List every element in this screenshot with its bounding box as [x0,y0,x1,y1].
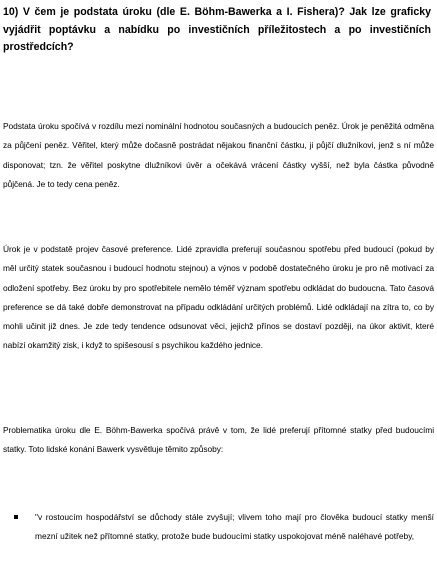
paragraph-time-preference: Úrok je v podstatě projev časové preference. Lidé zpravidla preferují současnou spotřebu před budoucí (pokud by měl určitý statek současnou i budoucí hodnotu stejnou) a výnos v podobě dostatečného úroku je pro ně motivací za odložení spotřeby. Bez úroku by pro spotřebitele nemělo téměř význam spotřebu odkládat do budoucna. Tato časová preference se dá také dobře demonstrovat na případu odkládání určitých problémů. Lidé odkládají na zítra to, co by mohli učinit již dnes. Je zde tedy tendence odsunovat věci, jejichž přínos se dostaví později, na úkor aktivit, které nabízí okamžitý zisk, i když to spišesousí s psychikou každého jednice. [3,244,434,351]
list-item-text: "v rostoucím hospodářství se důchody stále zvyšují; vlivem toho mají pro člověka budoucí statky menší mezní užitek než přítomné statky, protože bude budoucími statky uspokojovat méně naléhavé potřeby, [35,512,434,542]
square-bullet-icon [14,515,18,519]
question-heading: 10) V čem je podstata úroku (dle E. Böhm-Bawerka a I. Fishera)? Jak lze graficky vyjádřit poptávku a nabídku po investičních příležitostech a po investičních prostředcích? [3,6,431,53]
paragraph-interest-essence: Podstata úroku spočívá v rozdílu mezi nominální hodnotou současných a budoucích peněz. Úrok je peněžitá odměna za půjčení peněz. Věřitel, který může dočasně postrádat nějakou finanční částku, ji půjčí dlužníkovi, jenž s ní může disponovat; tzn. že věřitel poskytne dlužníkovi úvěr a očekává vrácení částky vyšší, než byla částka původně půjčená. Je to tedy cena peněz. [3,121,434,189]
paragraph-bohm-bawerk: Problematika úroku dle E. Böhm-Bawerka spočívá právě v tom, že lidé preferují přítomné statky před budoucími statky. Toto lidské konání Bawerk vysvětluje těmito způsoby: [3,425,434,455]
